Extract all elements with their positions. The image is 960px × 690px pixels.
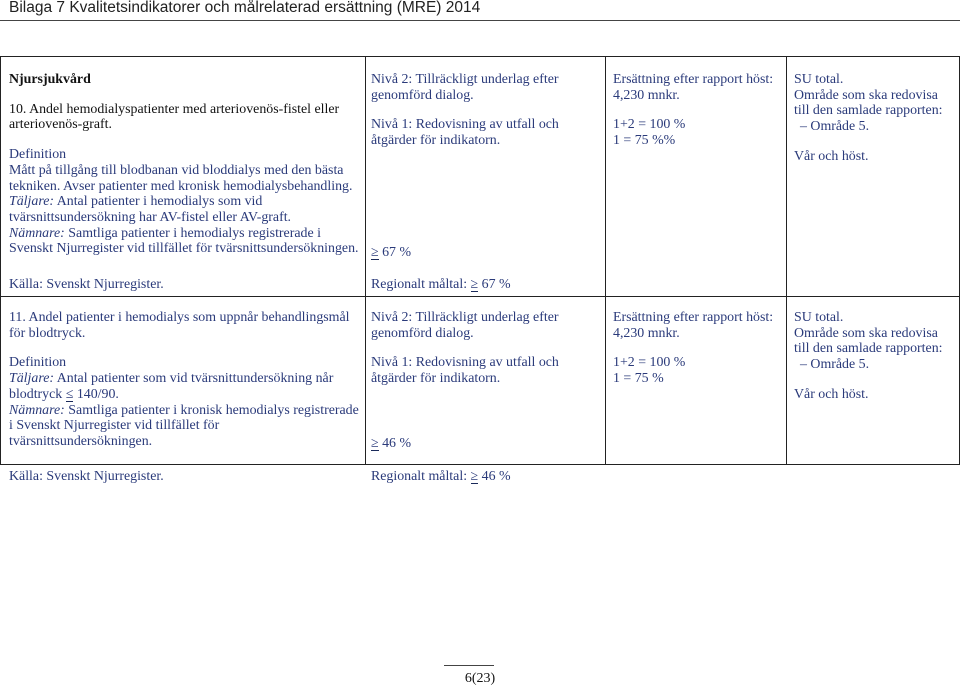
header-divider [0,20,960,21]
numerator-text: Antal patienter i hemodialys som vid tvärsnittsundersökning har AV-fistel eller AV-graft. [9,194,292,225]
ge-symbol: ≥ [470,277,479,292]
compensation-rule: 1 = 75 % [613,371,664,387]
period-text: Vår och höst. [794,148,869,164]
regional-value: 46 % [478,469,511,484]
regional-target [371,277,511,293]
ge-symbol: ≥ [371,245,379,260]
footer-divider [444,665,494,666]
compensation-amount: 4,230 mnkr. [613,87,680,103]
level1-text: Nivå 1: Redovisning av utfall och åtgärder för indikatorn. [371,117,559,149]
regional-label: Regionalt måltal: [371,277,471,292]
denominator-label: Nämnare: [9,225,65,241]
target-value [371,436,411,452]
area-item [794,119,954,135]
denominator [9,226,359,257]
ge-symbol: ≥ [470,469,479,484]
compensation-rule: 1+2 = 100 % [613,117,686,133]
ge-symbol: ≥ [371,436,379,451]
area-item [794,357,954,373]
indicator-cell [9,72,359,257]
col-divider [786,56,787,465]
definition-text: Mått på tillgång till blodbanan vid bloddialys med den bästa tekniken. Avser patienter med kronisk hemodialysbehandling. [9,162,353,194]
area-label: Område som ska redovisa till den samlade rapporten: [794,325,943,357]
le-symbol: ≤ [65,386,74,402]
area-label: Område som ska redovisa till den samlade rapporten: [794,87,943,119]
level1-text: Nivå 1: Redovisning av utfall och åtgärder för indikatorn. [371,355,559,387]
reporting-cell [794,310,954,403]
denominator [9,403,361,450]
numerator-text: Antal patienter som vid tvärsnittundersökning når blodtryck [9,371,334,402]
period-text: Vår och höst. [794,386,869,402]
regional-label: Regionalt måltal: [371,469,471,484]
numerator-label: Täljare: [9,194,55,210]
definition-label: Definition [9,147,67,163]
area-item-text: – Område 5. [800,357,869,373]
level2-text: Nivå 2: Tillräckligt underlag efter genomförd dialog. [371,310,559,341]
col-divider [605,56,606,465]
target-value-text: 67 % [378,245,412,260]
levels-cell [371,310,601,387]
denominator-text: Samtliga patienter i hemodialys registrerade i Svenskt Njurregister vid tillfället för tvärsnittsundersökningen. [9,225,359,257]
document-title: Bilaga 7 Kvalitetsindikatorer och målrelaterad ersättning (MRE) 2014 [9,0,481,16]
target-value [371,245,411,261]
source-text: Källa: Svenskt Njurregister. [9,469,164,484]
levels-cell [371,72,601,149]
indicator-table [0,56,960,484]
reporting-cell [794,72,954,165]
compensation-title: Ersättning efter rapport höst: [613,310,774,325]
numerator [9,371,361,402]
target-value-text: 46 % [378,436,412,451]
row-divider [0,296,960,297]
col-divider [0,56,1,465]
definition-label: Definition [9,355,67,371]
level2-text: Nivå 2: Tillräckligt underlag efter genomförd dialog. [371,72,559,103]
indicator-cell [9,310,361,450]
unit-text: SU total. [794,72,844,87]
page-number: 6(23) [464,671,496,686]
regional-value: 67 % [478,277,511,292]
regional-target [371,469,511,485]
compensation-amount: 4,230 mnkr. [613,325,680,341]
indicator-title: 11. Andel patienter i hemodialys som uppnår behandlingsmål för blodtryck. [9,310,350,341]
compensation-cell [613,310,783,387]
unit-text: SU total. [794,310,844,325]
section-title: Njursjukvård [9,72,91,87]
compensation-title: Ersättning efter rapport höst: [613,72,774,87]
numerator-value: 140/90. [73,386,119,402]
numerator [9,194,359,225]
compensation-rule: 1 = 75 %% [613,133,676,149]
compensation-rule: 1+2 = 100 % [613,355,686,371]
area-item-text: – Område 5. [800,119,869,135]
denominator-label: Nämnare: [9,402,65,418]
source-text: Källa: Svenskt Njurregister. [9,277,164,292]
compensation-cell [613,72,783,149]
page-header [0,0,960,20]
numerator-label: Täljare: [9,371,55,387]
denominator-text: Samtliga patienter i kronisk hemodialys registrerade i Svenskt Njurregister vid tillfället för tvärsnittsundersökningen. [9,402,359,449]
indicator-title: 10. Andel hemodialyspatienter med arteriovenös-fistel eller arteriovenös-graft. [9,101,340,133]
col-divider [365,56,366,465]
table-bottom-border [0,464,960,465]
table-top-border [0,56,960,57]
